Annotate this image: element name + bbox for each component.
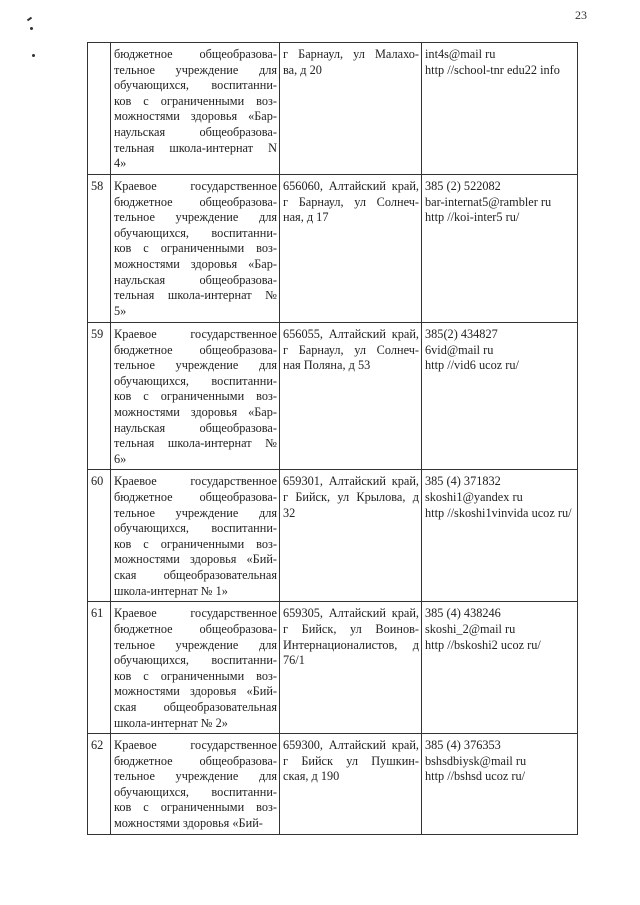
row-number	[88, 43, 111, 175]
address-cell	[280, 43, 422, 175]
contact-line[interactable]: int4s@mail ru	[425, 47, 496, 61]
institution-name-line: обучающихся, воспитанни-	[114, 521, 277, 536]
institution-name-line: тельная школа-интернат №	[114, 436, 277, 451]
institution-name-line: бюджетное общеобразова-	[114, 489, 277, 504]
institution-name-line: ков с ограниченными воз-	[114, 241, 277, 256]
name-cell	[111, 43, 280, 175]
contact-line[interactable]: 385 (4) 376353	[425, 738, 501, 753]
institution-name-line: тельное учреждение для	[114, 358, 277, 373]
table-row	[88, 43, 578, 175]
address-line: 659305, Алтайский край,	[283, 606, 419, 621]
institution-name-line: можностями здоровья «Бий-	[114, 816, 263, 831]
institution-name-line: Краевое государственное	[114, 738, 277, 753]
address-line: ская, д 190	[283, 769, 340, 784]
institution-name-line: ская общеобразовательная	[114, 567, 277, 582]
institution-name-line: тельная школа-интернат N	[114, 140, 277, 155]
address-line: ная Поляна, д 53	[283, 358, 371, 373]
name-cell	[111, 323, 280, 470]
institution-name-line: обучающихся, воспитанни-	[114, 653, 277, 668]
page-number: 23	[575, 8, 587, 22]
institution-name-line: можностями здоровья «Бар-	[114, 109, 277, 124]
name-cell	[111, 175, 280, 323]
scan-speck	[32, 54, 35, 57]
contact-line[interactable]: 385 (2) 522082	[425, 179, 501, 193]
contacts-cell	[422, 470, 578, 602]
institution-name-line: 4»	[114, 156, 127, 171]
address-line: г Бийск, ул Воинов-	[283, 621, 419, 636]
address-line: г Барнаул, ул Солнеч-	[283, 194, 419, 209]
institution-name-line: Краевое государственное	[114, 327, 277, 341]
contact-line[interactable]: http //vid6 ucoz ru/	[425, 358, 519, 373]
address-line: ва, д 20	[283, 62, 322, 77]
address-line: Интернационалистов, д	[283, 637, 419, 652]
row-number: 61	[88, 602, 111, 734]
row-number: 60	[88, 470, 111, 602]
contact-line[interactable]: skoshi1@yandex ru	[425, 489, 523, 504]
contact-line[interactable]: http //school-tnr edu22 info	[425, 62, 560, 77]
address-line: 32	[283, 505, 296, 520]
contacts-cell	[422, 43, 578, 175]
institution-name-line: обучающихся, воспитанни-	[114, 373, 277, 388]
institution-name-line: школа-интернат № 2»	[114, 715, 228, 730]
contacts-cell	[422, 175, 578, 323]
institution-name-line: обучающихся, воспитанни-	[114, 225, 277, 240]
institution-name-line: Краевое государственное	[114, 179, 277, 193]
row-number: 59	[88, 323, 111, 470]
contact-line[interactable]: http //bskoshi2 ucoz ru/	[425, 637, 541, 652]
institution-name-line: тельное учреждение для	[114, 637, 277, 652]
institution-name-line: бюджетное общеобразова-	[114, 194, 277, 209]
contact-line[interactable]: 385(2) 434827	[425, 327, 498, 341]
institution-name-line: школа-интернат № 1»	[114, 583, 228, 598]
institution-name-line: ков с ограниченными воз-	[114, 536, 277, 551]
address-line: г Барнаул, ул Солнеч-	[283, 342, 419, 357]
scan-speck	[27, 17, 32, 22]
institution-name-line: Краевое государственное	[114, 606, 277, 621]
institution-name-line: бюджетное общеобразова-	[114, 342, 277, 357]
institution-name-line: ков с ограниченными воз-	[114, 800, 277, 815]
institution-name-line: тельное учреждение для	[114, 769, 277, 784]
institution-name-line: Краевое государственное	[114, 474, 277, 489]
address-line: г Бийск, ул Крылова, д	[283, 489, 419, 504]
name-cell	[111, 470, 280, 602]
institution-name-line: можностями здоровья «Бар-	[114, 404, 277, 419]
address-cell	[280, 470, 422, 602]
name-cell	[111, 602, 280, 734]
name-cell	[111, 734, 280, 835]
contacts-cell	[422, 323, 578, 470]
address-cell	[280, 602, 422, 734]
contact-line[interactable]: 6vid@mail ru	[425, 342, 494, 357]
table-row	[88, 734, 578, 835]
contact-line[interactable]: bar-internat5@rambler ru	[425, 194, 552, 209]
institution-name-line: тельное учреждение для	[114, 505, 277, 520]
institution-name-line: ков с ограниченными воз-	[114, 93, 277, 108]
table-row	[88, 470, 578, 602]
address-line: г Барнаул, ул Малахо-	[283, 47, 419, 61]
institution-name-line: бюджетное общеобразова-	[114, 47, 277, 61]
institution-name-line: ков с ограниченными воз-	[114, 668, 277, 683]
table-row	[88, 175, 578, 323]
institution-name-line: можностями здоровья «Бий-	[114, 684, 277, 699]
address-line: 76/1	[283, 653, 305, 668]
contact-line[interactable]: bshsdbiysk@mail ru	[425, 753, 527, 768]
address-line: г Бийск ул Пушкин-	[283, 753, 419, 768]
table-row	[88, 323, 578, 470]
address-line: 659300, Алтайский край,	[283, 738, 419, 753]
address-cell	[280, 734, 422, 835]
contact-line[interactable]: 385 (4) 438246	[425, 606, 501, 621]
address-cell	[280, 175, 422, 323]
contact-line[interactable]: skoshi_2@mail ru	[425, 621, 516, 636]
contacts-cell	[422, 602, 578, 734]
contact-line[interactable]: http //bshsd ucoz ru/	[425, 769, 526, 784]
institution-name-line: ков с ограниченными воз-	[114, 389, 277, 404]
contacts-cell	[422, 734, 578, 835]
address-line: 656055, Алтайский край,	[283, 327, 419, 341]
address-line: 659301, Алтайский край,	[283, 474, 419, 489]
institution-name-line: бюджетное общеобразова-	[114, 621, 277, 636]
institution-name-line: тельное учреждение для	[114, 62, 277, 77]
institution-name-line: ская общеобразовательная	[114, 699, 277, 714]
institution-name-line: наульская общеобразова-	[114, 420, 277, 435]
institution-name-line: 6»	[114, 451, 127, 466]
institutions-table	[87, 42, 578, 835]
institution-name-line: наульская общеобразова-	[114, 124, 277, 139]
institution-name-line: 5»	[114, 303, 127, 318]
institution-name-line: тельное учреждение для	[114, 210, 277, 225]
contact-line[interactable]: http //skoshi1vinvida ucoz ru/	[425, 505, 572, 520]
contact-line[interactable]: http //koi-inter5 ru/	[425, 210, 520, 225]
institution-name-line: обучающихся, воспитанни-	[114, 784, 277, 799]
institution-name-line: можностями здоровья «Бий-	[114, 552, 277, 567]
contact-line[interactable]: 385 (4) 371832	[425, 474, 501, 489]
address-cell	[280, 323, 422, 470]
institution-name-line: обучающихся, воспитанни-	[114, 78, 277, 93]
institution-name-line: наульская общеобразова-	[114, 272, 277, 287]
row-number: 58	[88, 175, 111, 323]
institution-name-line: бюджетное общеобразова-	[114, 753, 277, 768]
scan-speck	[30, 27, 33, 30]
row-number: 62	[88, 734, 111, 835]
address-line: ная, д 17	[283, 210, 329, 225]
institution-name-line: тельная школа-интернат №	[114, 288, 277, 303]
address-line: 656060, Алтайский край,	[283, 179, 419, 193]
institution-name-line: можностями здоровья «Бар-	[114, 256, 277, 271]
table-row	[88, 602, 578, 734]
